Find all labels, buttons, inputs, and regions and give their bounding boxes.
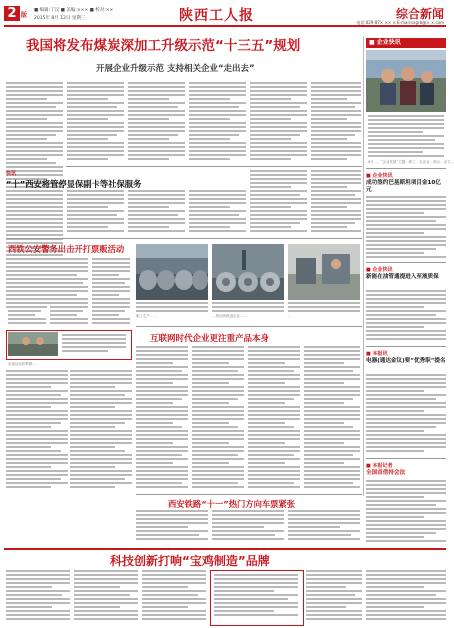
right-b-body <box>366 196 446 258</box>
article-b2-col-3 <box>92 258 130 328</box>
left-small-photo <box>8 332 58 356</box>
internet-col-2 <box>192 346 244 492</box>
article-b1-col-2 <box>67 190 124 234</box>
rail-col-1 <box>136 510 208 544</box>
right-d-top-rule <box>366 346 446 347</box>
right-d-body <box>366 374 446 454</box>
internet-headline: 互联网时代企业更注重产品本身 <box>150 334 270 344</box>
paper-name: 陕西工人报 <box>179 8 254 24</box>
bottom-headline: 科技创新打响“宝鸡制造”品牌 <box>110 554 270 568</box>
right-c-headline: 新能在油管通提进入至液质保 <box>366 274 439 280</box>
article-b2-headline: 西铁公安警务出击开打票贩活动 <box>8 244 125 254</box>
quick-news-tag: 快讯 <box>6 171 17 177</box>
article-b1-col-5 <box>250 170 307 234</box>
right-e-body <box>366 480 446 544</box>
page-unit: 版 <box>21 12 28 19</box>
rail-col-2 <box>212 510 284 544</box>
right-b-headline: 成功签约巴基斯坦项目金10亿元 <box>366 180 441 193</box>
lead-col-6 <box>311 82 361 162</box>
lead-headline: 我国将发布煤炭深加工升级示范“十三五”规划 <box>26 38 301 54</box>
right-e-headline: 全国首借持会法 <box>366 470 406 476</box>
bottom-col-1 <box>6 570 70 624</box>
internet-col-4 <box>304 346 360 492</box>
bottom-col-4 <box>306 570 362 624</box>
mid-photo-caption-2 <box>212 302 284 312</box>
contact-line: 电话:029-87× ×× × E-mail:sxgrb@× ×.com <box>356 20 444 25</box>
page-number: 2 <box>4 6 20 21</box>
masthead <box>4 4 446 24</box>
bottom-inset-text <box>214 574 298 620</box>
right-e-top-rule <box>366 458 446 459</box>
right-c-top-rule <box>366 262 446 263</box>
mid-caption-text-1: 职工生产…… <box>136 314 157 318</box>
article-b1-col-6 <box>311 170 361 234</box>
right-caption-text: 8月…，“企业发展”主题…职工…在企业…展示…出力… <box>368 160 454 164</box>
left-lower-col-2 <box>70 370 132 492</box>
bottom-col-2 <box>74 570 138 624</box>
masthead-rule <box>4 25 446 27</box>
mid-photo-3 <box>288 244 360 300</box>
left-box-text <box>62 334 126 356</box>
right-c-body <box>366 290 446 342</box>
right-column-divider <box>363 36 364 496</box>
left-photo-caption: 参加活动的铁路… <box>8 362 36 366</box>
mid-photo-2 <box>212 244 284 300</box>
mid-caption-text-3: … <box>288 314 292 318</box>
mid-photo-1 <box>136 244 208 300</box>
mid-caption-text-2: …将加快推进企业…… <box>212 314 247 318</box>
rail-top-rule <box>136 494 362 495</box>
article-b1-col-3 <box>128 190 185 234</box>
lead-col-5 <box>250 82 307 162</box>
lead-col-2 <box>67 82 124 162</box>
right-photo-caption <box>368 115 444 159</box>
section-title: 综合新闻 <box>395 7 444 21</box>
bottom-rule <box>4 548 446 550</box>
b2-top-rule <box>6 238 362 239</box>
right-d-headline: 电器(通达金议)要“优秀职”提名 <box>366 358 446 364</box>
internet-col-1 <box>136 346 188 492</box>
rail-headline: 西安铁路“十一”热门方向车票紧张 <box>168 499 296 509</box>
left-lower-col-1 <box>6 370 68 492</box>
lead-col-4 <box>189 82 246 162</box>
lead-col-3 <box>128 82 185 162</box>
article-b2-col-2 <box>50 258 88 328</box>
mid-photo-caption-3 <box>288 302 360 312</box>
editor-line: ■ 编辑:丁汉 ■ 美编:××× ■ 校对:×× <box>34 8 114 13</box>
right-e-tag: ■ 本报记者 <box>366 463 393 469</box>
internet-top-rule <box>136 326 362 327</box>
lead-subtitle: 开展企业升级示范 支持相关企业“走出去” <box>96 64 255 74</box>
article-b2-col-1 <box>8 258 46 328</box>
bottom-col-5 <box>366 570 446 624</box>
right-b-top-rule <box>366 168 446 169</box>
mid-photo-caption-1 <box>136 302 208 312</box>
internet-col-3 <box>248 346 300 492</box>
right-d-tag: ■ 本报讯 <box>366 351 388 357</box>
article-b1-headline: “十”西安将管停显保副卡等社保服务 <box>6 179 142 189</box>
right-section-header: ■ 企业快讯 <box>366 38 446 48</box>
lead-bottom-rule <box>66 166 362 167</box>
rail-col-3 <box>288 510 360 544</box>
article-b1-col-4 <box>189 190 246 234</box>
right-b-tag: ■ 企业快讯 <box>366 173 393 179</box>
bottom-col-3 <box>142 570 206 624</box>
right-top-photo <box>366 50 446 112</box>
right-c-tag: ■ 企业快讯 <box>366 267 393 273</box>
date-line: 2015年 8月 12日 星期三 <box>34 16 86 21</box>
